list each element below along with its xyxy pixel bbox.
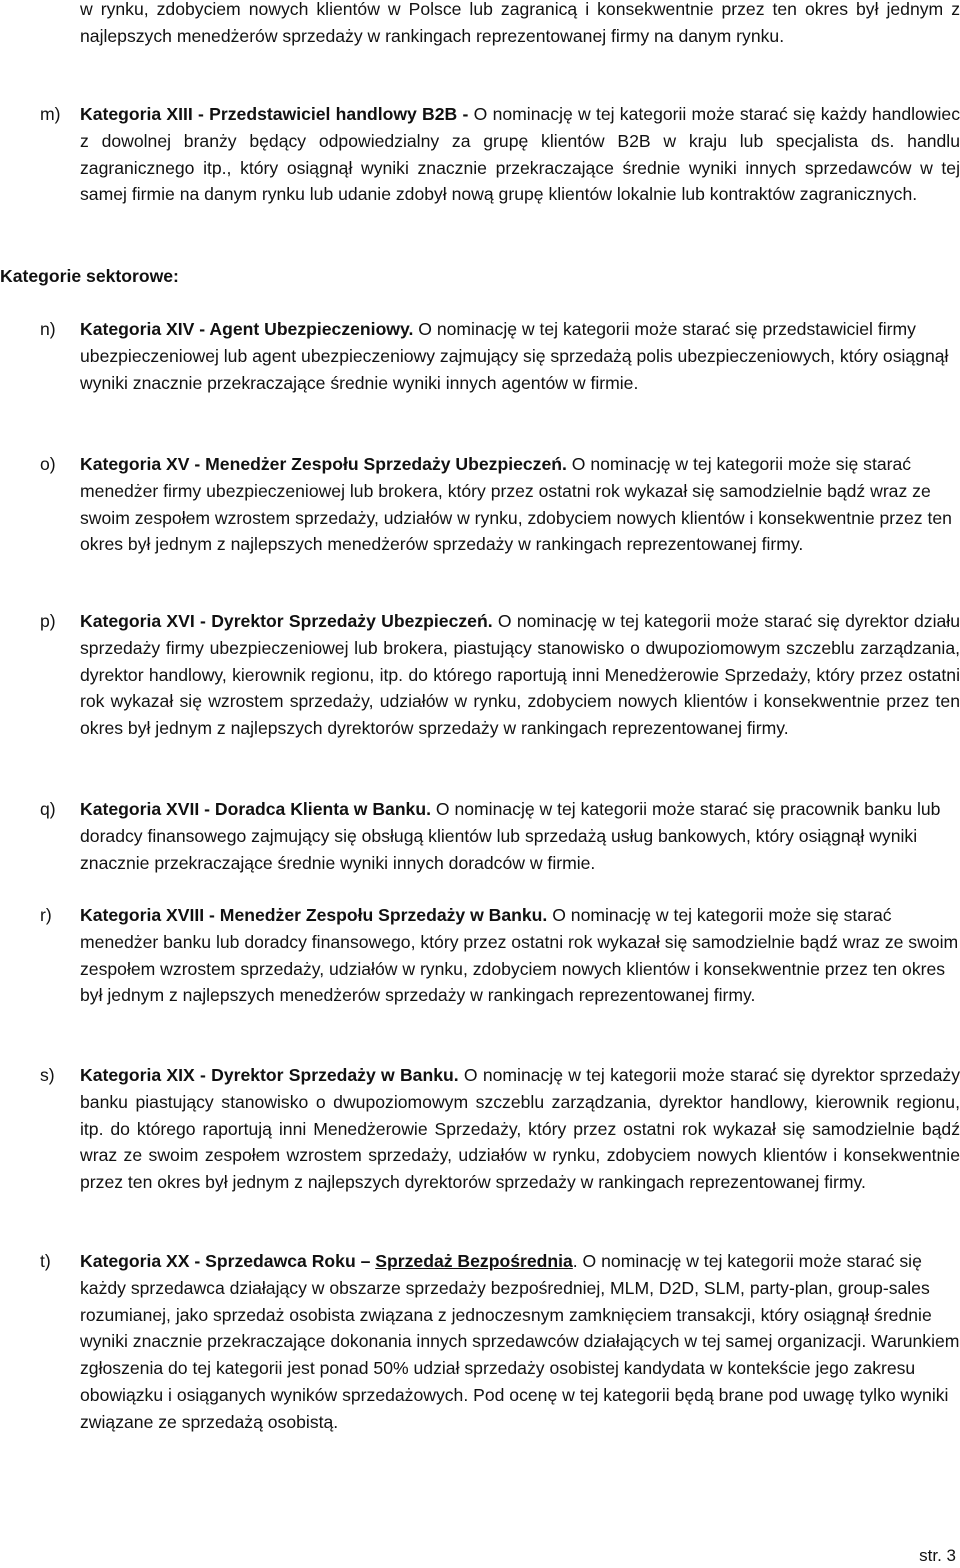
item-title: Kategoria XV - Menedżer Zespołu Sprzedaży Ubezpieczeń. (80, 454, 567, 474)
item-title: Kategoria XIV - Agent Ubezpieczeniowy. (80, 319, 414, 339)
item-t (80, 1248, 960, 1436)
section-heading: Kategorie sektorowe: (0, 266, 179, 286)
intro-paragraph (80, 0, 960, 50)
item-marker-t: t) (40, 1251, 51, 1271)
item-title: Kategoria XVII - Doradca Klienta w Banku. (80, 799, 431, 819)
item-title: Kategoria XVIII - Menedżer Zespołu Sprzedaży w Banku. (80, 905, 548, 925)
item-marker-o: o) (40, 454, 56, 474)
item-text: O nominację w tej kategorii może się starać menedżer banku lub doradcy finansowego, który przez ostatni rok wykazał się samodzielnie bądź wraz ze swoim zespołem wzrostem sprzedaży, udziałów w rynku, zdobyciem nowych klientów i konsekwentnie przez ten okres był jednym z najlepszych menedżerów sprzedaży w rankingach reprezentowanej firmy. (80, 905, 959, 1006)
item-title: Kategoria XVI - Dyrektor Sprzedaży Ubezpieczeń. (80, 611, 493, 631)
page-number: str. 3 (919, 1546, 956, 1565)
item-text-continued: , który osiągnął wyniki znacznie przekraczające średnie wyniki innych sprzedawców w tej samej firmie na danym rynku lub udanie zdobył nową grupę klientów lokalnie lub kontraktów zagranicznych. (80, 157, 960, 205)
item-r (80, 902, 960, 1009)
item-title: Kategoria XIII - Przedstawiciel handlowy B2B - (80, 104, 469, 124)
item-text: O nominację w tej kategorii może starać się dyrektor sprzedaży banku piastujący stanowisko o dwupoziomowym szczeblu zarządzania, dyrektor handlowy, kierownik regionu, itp. do którego raportują inni Menedżerowie Sprzedaży, który przez ostatni rok wykazał się samodzielnie bądź wraz ze swoim zespołem wzrostem sprzedaży, udziałów w rynku, zdobyciem nowych klientów i konsekwentnie przez ten okres był jednym z najlepszych dyrektorów sprzedaży w rankingach reprezentowanej firmy. (80, 1065, 960, 1193)
item-marker-m: m) (40, 104, 61, 124)
item-text: O nominację w tej kategorii może starać się pracownik banku lub doradcy finansowego zajmujący się obsługą klientów lub sprzedażą usług bankowych, który osiągnął wyniki znacznie przekraczające średnie wyniki innych doradców w firmie. (80, 799, 941, 873)
item-m (80, 101, 960, 208)
intro-text: w rynku, zdobyciem nowych klientów w Polsce lub zagranicą i konsekwentnie przez ten okres był jednym z najlepszych menedżerów sprzedaży w rankingach reprezentowanej firmy na danym rynku. (80, 0, 960, 46)
item-n (80, 316, 960, 396)
item-text: O nominację w tej kategorii może się starać menedżer firmy ubezpieczeniowej lub brokera, który przez ostatni rok wykazał się samodzielnie bądź wraz ze swoim zespołem wzrostem sprzedaży, udziałów w rynku, zdobyciem nowych klientów i konsekwentnie przez ten okres był jednym z najlepszych menedżerów sprzedaży w rankingach reprezentowanej firmy. (80, 454, 952, 555)
item-marker-n: n) (40, 319, 56, 339)
item-title: Kategoria XIX - Dyrektor Sprzedaży w Banku. (80, 1065, 459, 1085)
item-q (80, 796, 960, 876)
item-text: O nominację w tej kategorii może starać się dyrektor działu sprzedaży firmy ubezpieczeniowej lub brokera, piastujący stanowisko o dwupoziomowym szczeblu zarządzania, dyrektor handlowy, kierownik regionu, itp. do którego raportują inni Menedżerowie Sprzedaży, który przez ostatni rok wykazał się wzrostem sprzedaży, udziałów w rynku, zdobyciem nowych klientów i konsekwentnie przez ten okres był jednym z najlepszych dyrektorów sprzedaży w rankingach reprezentowanej firmy. (80, 611, 960, 739)
item-title: Kategoria XX - Sprzedawca Roku (80, 1251, 356, 1271)
item-title-separator: – (355, 1251, 376, 1271)
item-marker-r: r) (40, 905, 52, 925)
item-text: O nominację w tej kategorii może starać się przedstawiciel firmy ubezpieczeniowej lub agent ubezpieczeniowy zajmujący się sprzedażą polis ubezpieczeniowych, który osiągnął wyniki znacznie przekraczające średnie wyniki innych agentów w firmie. (80, 319, 949, 393)
item-text: O nominację w tej kategorii może starać się każdy handlowiec z dowolnej branży będący odpowiedzialny za grupę klientów B2B w kraju lub specjalista ds. handlu zagranicznego itp. (80, 104, 960, 178)
item-p (80, 608, 960, 742)
item-s (80, 1062, 960, 1196)
item-o (80, 451, 960, 558)
item-text: . O nominację w tej kategorii może starać się każdy sprzedawca działający w obszarze sprzedaży bezpośredniej, MLM, D2D, SLM, party-plan, group-sales rozumianej, jako sprzedaż osobista związana z jednoczesnym zamknięciem transakcji, który osiągnął średnie wyniki znacznie przekraczające dokonania innych sprzedawców działających w tej samej organizacji. Warunkiem zgłoszenia do tej kategorii jest ponad 50% udział sprzedaży osobistej kandydata w kontekście jego zakresu obowiązku i osiąganych wyników sprzedażowych. Pod ocenę w tej kategorii będą brane pod uwagę tylko wyniki związane ze sprzedażą osobistą. (80, 1251, 960, 1432)
item-marker-q: q) (40, 799, 56, 819)
item-title-underlined: Sprzedaż Bezpośrednia (375, 1251, 573, 1271)
item-marker-p: p) (40, 611, 56, 631)
item-marker-s: s) (40, 1065, 55, 1085)
